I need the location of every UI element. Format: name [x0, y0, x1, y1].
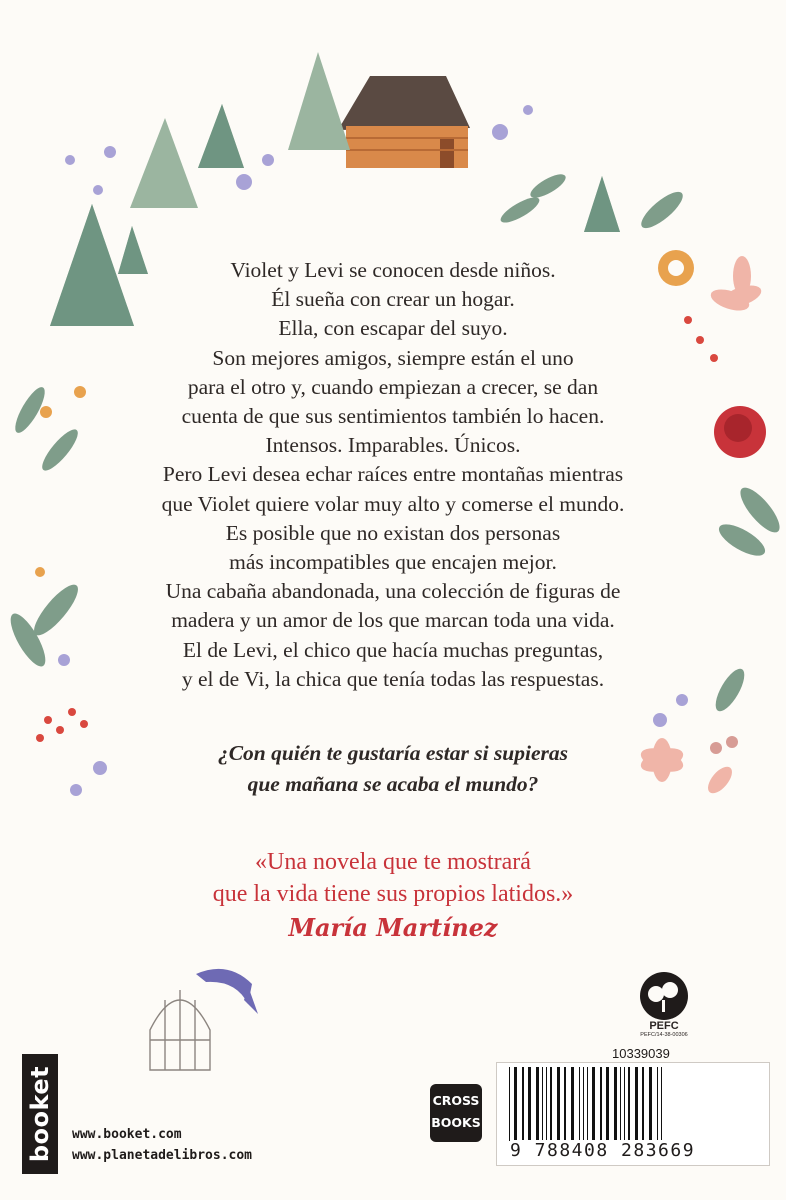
barcode-bar: [628, 1067, 630, 1141]
product-code: 10339039: [612, 1046, 670, 1061]
barcode-bar: [649, 1067, 652, 1141]
quote-line: «Una novela que te mostrará: [255, 849, 531, 875]
bird-cage-icon: [150, 990, 210, 1070]
barcode-bar: [642, 1067, 644, 1141]
quote-line: que la vida tiene sus propios latidos.»: [212, 881, 574, 907]
blurb-line: Ella, con escapar del suyo.: [278, 316, 508, 341]
barcode-bar: [514, 1067, 517, 1141]
publisher-websites: [72, 1124, 252, 1166]
blurb-line: El de Levi, el chico que hacía muchas preguntas,: [182, 637, 604, 662]
barcode-bars: [497, 1063, 769, 1143]
barcode-bar: [661, 1067, 662, 1141]
blurb-line: Violet y Levi se conocen desde niños.: [230, 258, 556, 282]
pefc-certification: [636, 976, 692, 1038]
pefc-code: PEFC/14-38-00306: [640, 1032, 688, 1038]
question-line: ¿Con quién te gustaría estar si supieras: [217, 741, 569, 765]
question-line: que mañana se acaba el mundo?: [247, 772, 539, 796]
barcode-bar: [606, 1067, 609, 1141]
barcode-bar: [583, 1067, 584, 1141]
barcode-bar: [587, 1067, 588, 1141]
blurb-line: Intensos. Imparables. Únicos.: [265, 433, 521, 458]
barcode-bar: [509, 1067, 510, 1141]
barcode-bar: [557, 1067, 560, 1141]
barcode-bar: [528, 1067, 531, 1141]
barcode-bar: [592, 1067, 595, 1141]
imprint-line: CROSS: [432, 1093, 480, 1108]
swallow-bird-icon: [196, 969, 258, 1014]
blurb-line: madera y un amor de los que marcan toda una vida.: [171, 608, 615, 633]
barcode-bar: [600, 1067, 602, 1141]
pefc-label: PEFC: [649, 1020, 679, 1032]
barcode-bar: [579, 1067, 580, 1141]
blurb-line: Él sueña con crear un hogar.: [271, 287, 515, 312]
blurb-line: para el otro y, cuando empiezan a crecer, se dan: [187, 374, 599, 399]
barcode-bar: [550, 1067, 552, 1141]
website-link[interactable]: www.booket.com: [72, 1127, 182, 1142]
barcode-bar: [624, 1067, 625, 1141]
barcode-bar: [522, 1067, 524, 1141]
barcode-bar: [614, 1067, 617, 1141]
barcode-bar: [542, 1067, 543, 1141]
quote-author: María Martínez: [288, 913, 498, 942]
blurb-line: que Violet quiere volar muy alto y comerse el mundo.: [161, 491, 625, 516]
blurb-line: Pero Levi desea echar raíces entre montañas mientras: [162, 462, 624, 487]
tagline-question: [110, 738, 676, 800]
website-link[interactable]: www.planetadelibros.com: [72, 1148, 253, 1163]
barcode-bar: [546, 1067, 547, 1141]
review-quote: [110, 846, 676, 910]
barcode-bar: [620, 1067, 621, 1141]
booket-logo: [22, 1054, 58, 1174]
booket-logo-text: booket: [26, 1065, 54, 1163]
blurb-text: [110, 256, 676, 694]
barcode-bar: [536, 1067, 539, 1141]
imprint-line: BOOKS: [431, 1115, 481, 1130]
barcode-bar: [564, 1067, 566, 1141]
cabin-icon: [338, 76, 470, 168]
blurb-line: y el de Vi, la chica que tenía todas las respuestas.: [181, 666, 605, 691]
blurb-line: Una cabaña abandonada, una colección de figuras de: [165, 579, 621, 604]
barcode-bar: [657, 1067, 658, 1141]
blurb-line: más incompatibles que encajen mejor.: [229, 550, 557, 575]
cross-books-logo: [430, 1084, 482, 1142]
blurb-line: Son mejores amigos, siempre están el uno: [212, 345, 574, 370]
barcode-bar: [571, 1067, 574, 1141]
blurb-line: Es posible que no existan dos personas: [225, 520, 561, 545]
barcode-bar: [635, 1067, 638, 1141]
blurb-line: cuenta de que sus sentimientos también lo hacen.: [181, 404, 605, 429]
isbn-number: 9 788408 283669: [510, 1140, 766, 1161]
